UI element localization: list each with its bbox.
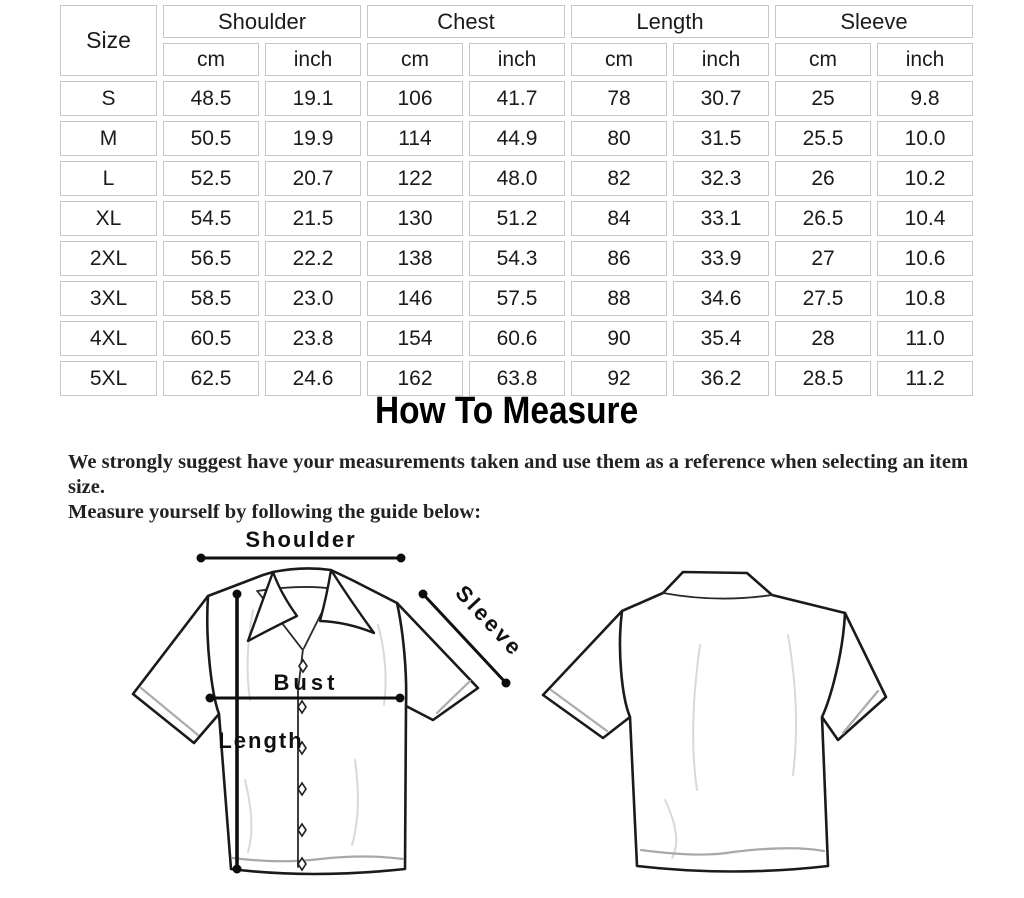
table-cell: 56.5: [163, 241, 259, 276]
front-right-sleeve: [397, 603, 478, 720]
table-cell: 23.0: [265, 281, 361, 316]
table-cell: 31.5: [673, 121, 769, 156]
table-cell: 10.2: [877, 161, 973, 196]
table-row: [60, 281, 973, 316]
table-cell: 4XL: [60, 321, 157, 356]
table-cell: 50.5: [163, 121, 259, 156]
table-cell: 146: [367, 281, 463, 316]
table-cell: 28: [775, 321, 871, 356]
table-cell: 34.6: [673, 281, 769, 316]
front-shirt-drawing: [133, 568, 478, 874]
table-row: [60, 161, 973, 196]
table-cell: 58.5: [163, 281, 259, 316]
table-cell: 60.5: [163, 321, 259, 356]
table-cell: 35.4: [673, 321, 769, 356]
table-cell: 63.8: [469, 361, 565, 396]
table-cell: 10.4: [877, 201, 973, 236]
table-cell: 33.1: [673, 201, 769, 236]
table-row: [60, 241, 973, 276]
table-cell: 92: [571, 361, 667, 396]
sleeve-label: Sleeve: [450, 580, 529, 662]
unit-header: inch: [673, 43, 769, 76]
table-cell: 5XL: [60, 361, 157, 396]
col-group-chest: Chest: [367, 5, 565, 38]
unit-header: cm: [367, 43, 463, 76]
table-cell: 11.0: [877, 321, 973, 356]
table-cell: 26.5: [775, 201, 871, 236]
table-cell: L: [60, 161, 157, 196]
col-group-length: Length: [571, 5, 769, 38]
table-cell: 60.6: [469, 321, 565, 356]
table-cell: 36.2: [673, 361, 769, 396]
unit-header: cm: [571, 43, 667, 76]
table-cell: 24.6: [265, 361, 361, 396]
table-cell: 27: [775, 241, 871, 276]
table-cell: 48.5: [163, 81, 259, 116]
table-cell: 44.9: [469, 121, 565, 156]
table-cell: 84: [571, 201, 667, 236]
shoulder-label: Shoulder: [245, 527, 357, 552]
table-cell: 25.5: [775, 121, 871, 156]
table-cell: 10.0: [877, 121, 973, 156]
table-cell: 25: [775, 81, 871, 116]
table-cell: 48.0: [469, 161, 565, 196]
unit-header: inch: [265, 43, 361, 76]
table-cell: 11.2: [877, 361, 973, 396]
table-row: [60, 121, 973, 156]
table-cell: 21.5: [265, 201, 361, 236]
table-cell: 33.9: [673, 241, 769, 276]
table-cell: 22.2: [265, 241, 361, 276]
shoulder-measure-line: [197, 527, 406, 563]
unit-header: cm: [775, 43, 871, 76]
table-cell: 90: [571, 321, 667, 356]
back-shirt-drawing: [543, 572, 886, 872]
size-chart-table: [54, 0, 979, 401]
table-row: [60, 201, 973, 236]
table-cell: 122: [367, 161, 463, 196]
unit-header: cm: [163, 43, 259, 76]
how-to-measure-heading: [0, 390, 1014, 433]
table-cell: 57.5: [469, 281, 565, 316]
table-row: [60, 321, 973, 356]
table-cell: XL: [60, 201, 157, 236]
table-cell: 52.5: [163, 161, 259, 196]
table-cell: 20.7: [265, 161, 361, 196]
unit-header: inch: [877, 43, 973, 76]
table-cell: 86: [571, 241, 667, 276]
table-cell: 30.7: [673, 81, 769, 116]
back-body: [620, 572, 845, 872]
table-cell: 114: [367, 121, 463, 156]
table-cell: 78: [571, 81, 667, 116]
intro-line-2: Measure yourself by following the guide below:: [68, 501, 482, 523]
table-cell: 162: [367, 361, 463, 396]
table-cell: 82: [571, 161, 667, 196]
table-cell: 10.8: [877, 281, 973, 316]
size-column-header: Size: [60, 5, 157, 76]
table-cell: 138: [367, 241, 463, 276]
table-cell: 80: [571, 121, 667, 156]
table-cell: 62.5: [163, 361, 259, 396]
back-left-sleeve: [543, 611, 630, 738]
length-label: Length: [218, 728, 304, 753]
table-cell: 88: [571, 281, 667, 316]
table-cell: 51.2: [469, 201, 565, 236]
table-cell: 54.3: [469, 241, 565, 276]
table-unit-row: [60, 43, 973, 76]
intro-line-1: We strongly suggest have your measurements taken and use them as a reference when selecting an item size.: [68, 451, 969, 498]
table-cell: 19.1: [265, 81, 361, 116]
table-cell: 19.9: [265, 121, 361, 156]
table-cell: 106: [367, 81, 463, 116]
table-cell: 28.5: [775, 361, 871, 396]
table-cell: 41.7: [469, 81, 565, 116]
col-group-sleeve: Sleeve: [775, 5, 973, 38]
table-cell: 23.8: [265, 321, 361, 356]
bust-label: Bust: [273, 670, 339, 695]
table-cell: 9.8: [877, 81, 973, 116]
measurement-diagram: [0, 510, 1024, 898]
unit-header: inch: [469, 43, 565, 76]
table-cell: 54.5: [163, 201, 259, 236]
table-cell: 2XL: [60, 241, 157, 276]
table-cell: 154: [367, 321, 463, 356]
table-cell: 27.5: [775, 281, 871, 316]
table-row: [60, 81, 973, 116]
table-cell: 130: [367, 201, 463, 236]
table-cell: 26: [775, 161, 871, 196]
heading-text: How To Measure: [375, 390, 639, 432]
table-cell: 3XL: [60, 281, 157, 316]
table-cell: M: [60, 121, 157, 156]
table-cell: 10.6: [877, 241, 973, 276]
table-cell: S: [60, 81, 157, 116]
table-cell: 32.3: [673, 161, 769, 196]
col-group-shoulder: Shoulder: [163, 5, 361, 38]
table-header-row: [60, 5, 973, 38]
